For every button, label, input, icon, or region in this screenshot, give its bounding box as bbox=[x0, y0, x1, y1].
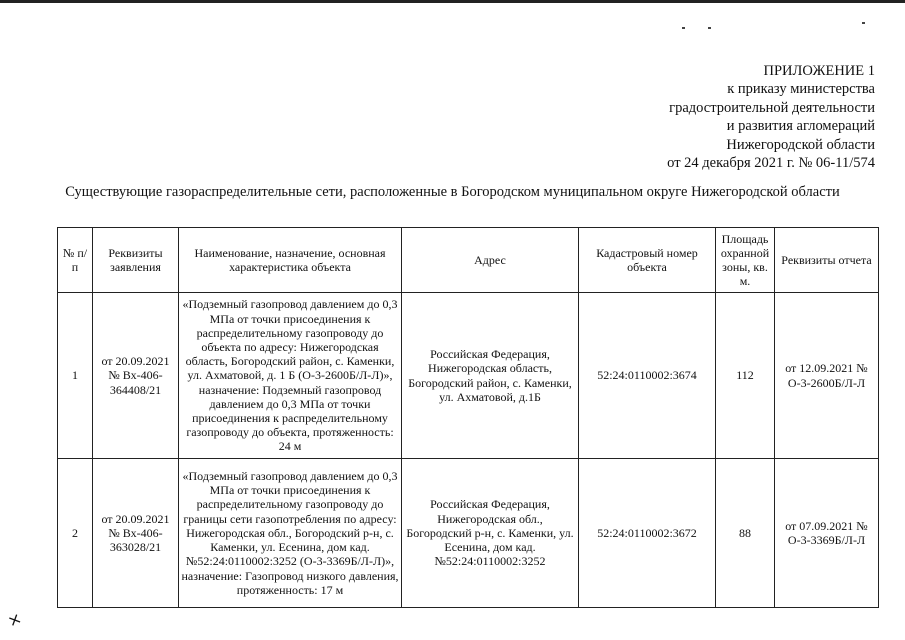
col-header-cadastral: Кадастровый номер объекта bbox=[579, 228, 716, 293]
header-line: от 24 декабря 2021 г. № 06-11/574 bbox=[667, 155, 875, 172]
document-title: Существующие газораспределительные сети, расположенные в Богородском муниципальном округе Нижегородской области bbox=[65, 184, 840, 200]
col-header-name: Наименование, назначение, основная характеристика объекта bbox=[179, 228, 402, 293]
col-header-address: Адрес bbox=[402, 228, 579, 293]
scan-top-edge bbox=[0, 0, 905, 3]
header-line: к приказу министерства bbox=[727, 81, 875, 98]
cell-report: от 12.09.2021 № О-3-2600Б/Л-Л bbox=[775, 293, 879, 459]
header-line: градостроительной деятельности bbox=[669, 99, 875, 116]
cell-address: Российская Федерация, Нижегородская обл., Богородский р-н, с. Каменки, ул. Есенина, дом кад. №52:24:0110002:3252 bbox=[402, 459, 579, 608]
cell-name: «Подземный газопровод давлением до 0,3 МПа от точки присоединения к распределительному газопроводу до границы сети газопотребления по адресу: Нижегородская обл., Богородский р-н, с. Каменки, ул. Есенина, дом кад. №52:24:0110002:3252 (О-3-3369Б/Л-Л)», назначение: Газопровод низкого давления, протяженность: 17 м bbox=[179, 459, 402, 608]
cell-area: 112 bbox=[716, 293, 775, 459]
cell-area: 88 bbox=[716, 459, 775, 608]
cell-number: 2 bbox=[58, 459, 93, 608]
cell-cadastral: 52:24:0110002:3672 bbox=[579, 459, 716, 608]
table-header-row bbox=[58, 228, 879, 293]
cell-request: от 20.09.2021 № Вх-406-363028/21 bbox=[93, 459, 179, 608]
header-line: ПРИЛОЖЕНИЕ 1 bbox=[763, 63, 875, 79]
cell-number: 1 bbox=[58, 293, 93, 459]
gas-networks-table bbox=[57, 227, 879, 608]
cell-address: Российская Федерация, Нижегородская область, Богородский район, с. Каменки, ул. Ахматовой, д.1Б bbox=[402, 293, 579, 459]
scan-speck bbox=[708, 27, 711, 29]
col-header-area: Площадь охранной зоны, кв. м. bbox=[716, 228, 775, 293]
table-row bbox=[58, 459, 879, 608]
handwritten-mark-icon: ⨯ bbox=[5, 609, 25, 631]
appendix-header bbox=[667, 62, 875, 172]
cell-name: «Подземный газопровод давлением до 0,3 МПа от точки присоединения к распределительному газопроводу до объекта по адресу: Нижегородская область, Богородский район, с. Каменки, ул. Ахматовой, д. 1 Б (О-3-2600Б/Л-Л)», назначение: Подземный газопровод давлением до 0,3 МПа от точки присоединения к распределительному газопроводу до объекта, протяженность: 24 м bbox=[179, 293, 402, 459]
col-header-number: № п/п bbox=[58, 228, 93, 293]
header-line: и развития агломераций bbox=[726, 118, 875, 135]
scan-speck bbox=[682, 27, 685, 29]
cell-request: от 20.09.2021 № Вх-406-364408/21 bbox=[93, 293, 179, 459]
col-header-report: Реквизиты отчета bbox=[775, 228, 879, 293]
header-line: Нижегородской области bbox=[726, 136, 875, 153]
cell-report: от 07.09.2021 № О-3-3369Б/Л-Л bbox=[775, 459, 879, 608]
table-row bbox=[58, 293, 879, 459]
scan-speck bbox=[862, 22, 865, 24]
col-header-request: Реквизиты заявления bbox=[93, 228, 179, 293]
cell-cadastral: 52:24:0110002:3674 bbox=[579, 293, 716, 459]
